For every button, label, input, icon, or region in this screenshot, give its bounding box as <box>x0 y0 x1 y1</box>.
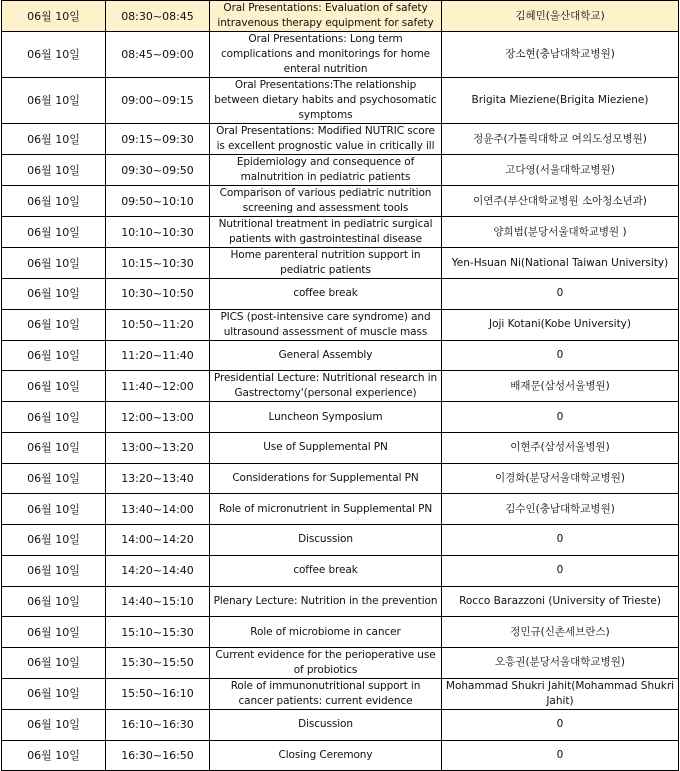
date-cell: 06월 10일 <box>2 124 106 155</box>
time-cell: 12:00~13:00 <box>106 402 210 433</box>
table-row <box>2 678 679 709</box>
speaker-cell: 정윤주(가톨릭대학교 여의도성모병원) <box>442 124 679 155</box>
session-title-cell: Luncheon Symposium <box>210 402 442 433</box>
table-row <box>2 525 679 556</box>
table-row <box>2 494 679 525</box>
time-cell: 16:30~16:50 <box>106 740 210 771</box>
speaker-cell: 0 <box>442 279 679 310</box>
session-title-cell: Presidential Lecture: Nutritional research in Gastrectomy'(personal experience) <box>210 371 442 402</box>
session-title-cell: Home parenteral nutrition support in pediatric patients <box>210 248 442 279</box>
table-row <box>2 433 679 464</box>
session-title-cell: Plenary Lecture: Nutrition in the prevention <box>210 586 442 617</box>
time-cell: 13:20~13:40 <box>106 463 210 494</box>
time-cell: 10:50~11:20 <box>106 309 210 340</box>
date-cell: 06월 10일 <box>2 78 106 124</box>
date-cell: 06월 10일 <box>2 617 106 648</box>
session-title-cell: Oral Presentations: Evaluation of safety intravenous therapy equipment for safety <box>210 1 442 32</box>
time-cell: 16:10~16:30 <box>106 709 210 740</box>
time-cell: 09:00~09:15 <box>106 78 210 124</box>
session-title-cell: Discussion <box>210 525 442 556</box>
time-cell: 10:30~10:50 <box>106 279 210 310</box>
table-row <box>2 555 679 586</box>
time-cell: 13:40~14:00 <box>106 494 210 525</box>
time-cell: 15:10~15:30 <box>106 617 210 648</box>
table-row <box>2 186 679 217</box>
table-row <box>2 617 679 648</box>
speaker-cell: 0 <box>442 402 679 433</box>
session-title-cell: Oral Presentations: Modified NUTRIC score is excellent prognostic value in critically ill <box>210 124 442 155</box>
date-cell: 06월 10일 <box>2 32 106 78</box>
date-cell: 06월 10일 <box>2 740 106 771</box>
date-cell: 06월 10일 <box>2 647 106 678</box>
time-cell: 09:30~09:50 <box>106 155 210 186</box>
date-cell: 06월 10일 <box>2 586 106 617</box>
session-title-cell: Role of immunonutritional support in cancer patients: current evidence <box>210 678 442 709</box>
speaker-cell: 0 <box>442 740 679 771</box>
time-cell: 13:00~13:20 <box>106 433 210 464</box>
time-cell: 08:45~09:00 <box>106 32 210 78</box>
speaker-cell: 0 <box>442 555 679 586</box>
session-title-cell: Role of micronutrient in Supplemental PN <box>210 494 442 525</box>
speaker-cell: Mohammad Shukri Jahit(Mohammad Shukri Jahit) <box>442 678 679 709</box>
date-cell: 06월 10일 <box>2 433 106 464</box>
date-cell: 06월 10일 <box>2 279 106 310</box>
date-cell: 06월 10일 <box>2 1 106 32</box>
schedule-body <box>2 1 679 771</box>
session-title-cell: Current evidence for the perioperative use of probiotics <box>210 647 442 678</box>
time-cell: 14:00~14:20 <box>106 525 210 556</box>
table-row <box>2 78 679 124</box>
time-cell: 09:15~09:30 <box>106 124 210 155</box>
table-row <box>2 740 679 771</box>
table-row <box>2 32 679 78</box>
speaker-cell: Rocco Barazzoni (University of Trieste) <box>442 586 679 617</box>
date-cell: 06월 10일 <box>2 248 106 279</box>
speaker-cell: 장소현(충남대학교병원) <box>442 32 679 78</box>
session-title-cell: Discussion <box>210 709 442 740</box>
date-cell: 06월 10일 <box>2 155 106 186</box>
session-title-cell: coffee break <box>210 555 442 586</box>
time-cell: 08:30~08:45 <box>106 1 210 32</box>
session-title-cell: coffee break <box>210 279 442 310</box>
speaker-cell: 이경화(분당서울대학교병원) <box>442 463 679 494</box>
date-cell: 06월 10일 <box>2 309 106 340</box>
table-row <box>2 309 679 340</box>
speaker-cell: 이연주(부산대학교병원 소아청소년과) <box>442 186 679 217</box>
date-cell: 06월 10일 <box>2 217 106 248</box>
date-cell: 06월 10일 <box>2 555 106 586</box>
speaker-cell: Brigita Mieziene(Brigita Mieziene) <box>442 78 679 124</box>
table-row <box>2 1 679 32</box>
speaker-cell: 0 <box>442 340 679 371</box>
session-title-cell: Nutritional treatment in pediatric surgical patients with gastrointestinal disease <box>210 217 442 248</box>
speaker-cell: 정민규(신촌세브란스) <box>442 617 679 648</box>
time-cell: 10:10~10:30 <box>106 217 210 248</box>
schedule-table <box>1 0 679 771</box>
date-cell: 06월 10일 <box>2 709 106 740</box>
session-title-cell: General Assembly <box>210 340 442 371</box>
table-row <box>2 155 679 186</box>
session-title-cell: PICS (post-intensive care syndrome) and ultrasound assessment of muscle mass <box>210 309 442 340</box>
table-row <box>2 586 679 617</box>
table-row <box>2 124 679 155</box>
session-title-cell: Role of microbiome in cancer <box>210 617 442 648</box>
speaker-cell: 이현주(삼성서울병원) <box>442 433 679 464</box>
date-cell: 06월 10일 <box>2 494 106 525</box>
time-cell: 15:50~16:10 <box>106 678 210 709</box>
table-row <box>2 709 679 740</box>
session-title-cell: Comparison of various pediatric nutrition screening and assessment tools <box>210 186 442 217</box>
speaker-cell: 김수인(충남대학교병원) <box>442 494 679 525</box>
table-row <box>2 340 679 371</box>
date-cell: 06월 10일 <box>2 525 106 556</box>
session-title-cell: Oral Presentations: Long term complications and monitorings for home enteral nutrition <box>210 32 442 78</box>
time-cell: 14:20~14:40 <box>106 555 210 586</box>
date-cell: 06월 10일 <box>2 678 106 709</box>
session-title-cell: Considerations for Supplemental PN <box>210 463 442 494</box>
speaker-cell: 양희범(분당서울대학교병원 ) <box>442 217 679 248</box>
time-cell: 14:40~15:10 <box>106 586 210 617</box>
session-title-cell: Use of Supplemental PN <box>210 433 442 464</box>
session-title-cell: Closing Ceremony <box>210 740 442 771</box>
session-title-cell: Epidemiology and consequence of malnutrition in pediatric patients <box>210 155 442 186</box>
speaker-cell: 0 <box>442 709 679 740</box>
speaker-cell: Yen-Hsuan Ni(National Taiwan University) <box>442 248 679 279</box>
speaker-cell: 배재문(삼성서울병원) <box>442 371 679 402</box>
speaker-cell: 김혜민(울산대학교) <box>442 1 679 32</box>
date-cell: 06월 10일 <box>2 186 106 217</box>
table-row <box>2 217 679 248</box>
table-row <box>2 279 679 310</box>
time-cell: 11:40~12:00 <box>106 371 210 402</box>
table-row <box>2 371 679 402</box>
time-cell: 11:20~11:40 <box>106 340 210 371</box>
table-row <box>2 647 679 678</box>
table-row <box>2 402 679 433</box>
time-cell: 09:50~10:10 <box>106 186 210 217</box>
date-cell: 06월 10일 <box>2 371 106 402</box>
date-cell: 06월 10일 <box>2 340 106 371</box>
date-cell: 06월 10일 <box>2 463 106 494</box>
speaker-cell: 0 <box>442 525 679 556</box>
table-row <box>2 248 679 279</box>
session-title-cell: Oral Presentations:The relationship between dietary habits and psychosomatic symptoms <box>210 78 442 124</box>
speaker-cell: 오흥권(분당서울대학교병원) <box>442 647 679 678</box>
speaker-cell: Joji Kotani(Kobe University) <box>442 309 679 340</box>
time-cell: 10:15~10:30 <box>106 248 210 279</box>
time-cell: 15:30~15:50 <box>106 647 210 678</box>
date-cell: 06월 10일 <box>2 402 106 433</box>
table-row <box>2 463 679 494</box>
speaker-cell: 고다영(서울대학교병원) <box>442 155 679 186</box>
